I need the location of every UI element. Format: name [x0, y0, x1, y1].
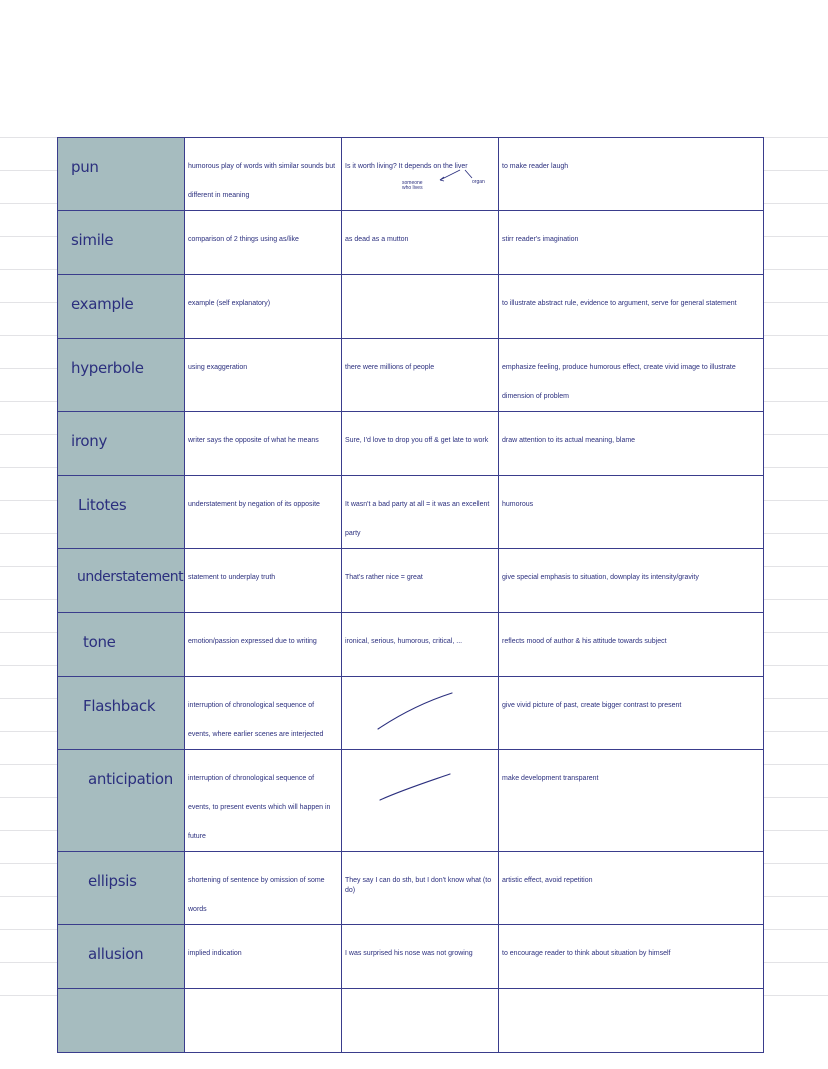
function-text: give special emphasis to situation, downplay its intensity/gravity — [502, 574, 699, 581]
table-row — [58, 989, 764, 1053]
function-cell — [499, 275, 764, 339]
definition-cell — [185, 339, 342, 412]
example-cell — [342, 549, 499, 613]
term-cell — [58, 989, 185, 1053]
function-text: humorous — [502, 501, 534, 508]
example-text: That's rather nice = great — [345, 574, 423, 581]
term-cell — [58, 925, 185, 989]
example-text: Is it worth living? It depends on the liver — [345, 163, 468, 170]
definition-cell — [185, 677, 342, 750]
table-row — [58, 613, 764, 677]
definition-cell — [185, 138, 342, 211]
table-row — [58, 138, 764, 211]
function-text: make development transparent — [502, 775, 599, 782]
example-text: Sure, I'd love to drop you off & get late to work — [345, 437, 489, 444]
term-label: Flashback — [83, 697, 156, 715]
definition-text: writer says the opposite of what he means — [188, 437, 319, 444]
term-label: Litotes — [78, 496, 127, 514]
table-row — [58, 677, 764, 750]
term-label: pun — [71, 158, 99, 176]
function-cell — [499, 750, 764, 852]
example-annotation-right: organ — [472, 179, 485, 185]
function-text: draw attention to its actual meaning, blame — [502, 437, 636, 444]
definition-text: comparison of 2 things using as/like — [188, 236, 299, 243]
example-text: there were millions of people — [345, 364, 435, 371]
definition-cell — [185, 275, 342, 339]
term-label: simile — [71, 231, 114, 249]
table-row — [58, 275, 764, 339]
example-text: It wasn't a bad party at all = it was an excellent party — [345, 501, 490, 537]
function-text: stirr reader's imagination — [502, 236, 579, 243]
function-text: artistic effect, avoid repetition — [502, 877, 593, 884]
page-top-margin — [0, 0, 828, 105]
example-cell — [342, 677, 499, 750]
example-text: ironical, serious, humorous, critical, ... — [345, 638, 463, 645]
function-cell — [499, 925, 764, 989]
term-cell — [58, 211, 185, 275]
table-row — [58, 211, 764, 275]
function-text: reflects mood of author & his attitude towards subject — [502, 638, 667, 645]
function-cell — [499, 211, 764, 275]
table-row — [58, 412, 764, 476]
definition-text — [185, 989, 341, 1003]
definition-cell — [185, 211, 342, 275]
definition-cell — [185, 925, 342, 989]
function-cell — [499, 613, 764, 677]
definition-text: statement to underplay truth — [188, 574, 276, 581]
function-text: emphasize feeling, produce humorous effect, create vivid image to illustrate dimension of problem — [502, 364, 736, 400]
function-text: give vivid picture of past, create bigger contrast to present — [502, 702, 682, 709]
function-cell — [499, 339, 764, 412]
table-row — [58, 750, 764, 852]
table-row — [58, 476, 764, 549]
example-text: as dead as a mutton — [345, 236, 409, 243]
example-cell — [342, 275, 499, 339]
example-text — [342, 989, 498, 1003]
definition-text: interruption of chronological sequence of events, to present events which will happen in future — [188, 775, 331, 840]
term-cell — [58, 549, 185, 613]
example-text: They say I can do sth, but I don't know what (to do) — [345, 877, 492, 894]
term-cell — [58, 476, 185, 549]
example-cell — [342, 412, 499, 476]
term-label: irony — [71, 432, 108, 450]
term-cell — [58, 275, 185, 339]
term-cell — [58, 750, 185, 852]
term-label: hyperbole — [71, 359, 144, 377]
term-label — [58, 989, 184, 1009]
definition-cell — [185, 549, 342, 613]
function-text — [499, 989, 763, 1003]
definition-cell — [185, 750, 342, 852]
function-cell — [499, 476, 764, 549]
definition-cell — [185, 476, 342, 549]
definition-text: emotion/passion expressed due to writing — [188, 638, 317, 645]
example-text — [342, 275, 498, 289]
definition-text: humorous play of words with similar sounds but different in meaning — [188, 163, 336, 199]
function-text: to encourage reader to think about situation by himself — [502, 950, 671, 957]
term-cell — [58, 677, 185, 750]
definition-text: shortening of sentence by omission of some words — [188, 877, 325, 913]
function-cell — [499, 549, 764, 613]
term-cell — [58, 852, 185, 925]
example-cell — [342, 989, 499, 1053]
term-label: example — [71, 295, 134, 313]
function-cell — [499, 852, 764, 925]
term-label: ellipsis — [88, 872, 137, 890]
term-cell — [58, 339, 185, 412]
term-cell — [58, 613, 185, 677]
function-text: to make reader laugh — [502, 163, 569, 170]
stylistic-devices-table — [57, 137, 764, 1053]
term-cell — [58, 412, 185, 476]
definition-cell — [185, 852, 342, 925]
example-cell — [342, 211, 499, 275]
example-cell — [342, 852, 499, 925]
function-cell — [499, 677, 764, 750]
function-cell — [499, 989, 764, 1053]
definition-text: interruption of chronological sequence of events, where earlier scenes are interjected — [188, 702, 324, 738]
example-annotation-left: someone who lives — [402, 180, 423, 191]
example-cell — [342, 339, 499, 412]
function-cell — [499, 138, 764, 211]
table-row — [58, 925, 764, 989]
term-label: allusion — [88, 945, 144, 963]
example-cell — [342, 613, 499, 677]
example-text: I was surprised his nose was not growing — [345, 950, 473, 957]
table-row — [58, 549, 764, 613]
definition-text: example (self explanatory) — [188, 300, 271, 307]
term-label: understatement — [77, 569, 184, 585]
example-cell — [342, 750, 499, 852]
example-cell — [342, 925, 499, 989]
function-text: to illustrate abstract rule, evidence to argument, serve for general statement — [502, 300, 737, 307]
table-row — [58, 852, 764, 925]
term-label: anticipation — [88, 770, 174, 788]
definition-text: understatement by negation of its opposite — [188, 501, 320, 508]
strike-line-icon — [372, 770, 462, 804]
definition-cell — [185, 613, 342, 677]
term-cell — [58, 138, 185, 211]
term-label: tone — [83, 633, 116, 651]
definition-text: using exaggeration — [188, 364, 248, 371]
table-row — [58, 339, 764, 412]
definition-cell — [185, 412, 342, 476]
example-cell — [342, 476, 499, 549]
definition-text: implied indication — [188, 950, 242, 957]
function-cell — [499, 412, 764, 476]
strike-line-icon — [372, 689, 462, 733]
definition-cell — [185, 989, 342, 1053]
example-cell — [342, 138, 499, 211]
